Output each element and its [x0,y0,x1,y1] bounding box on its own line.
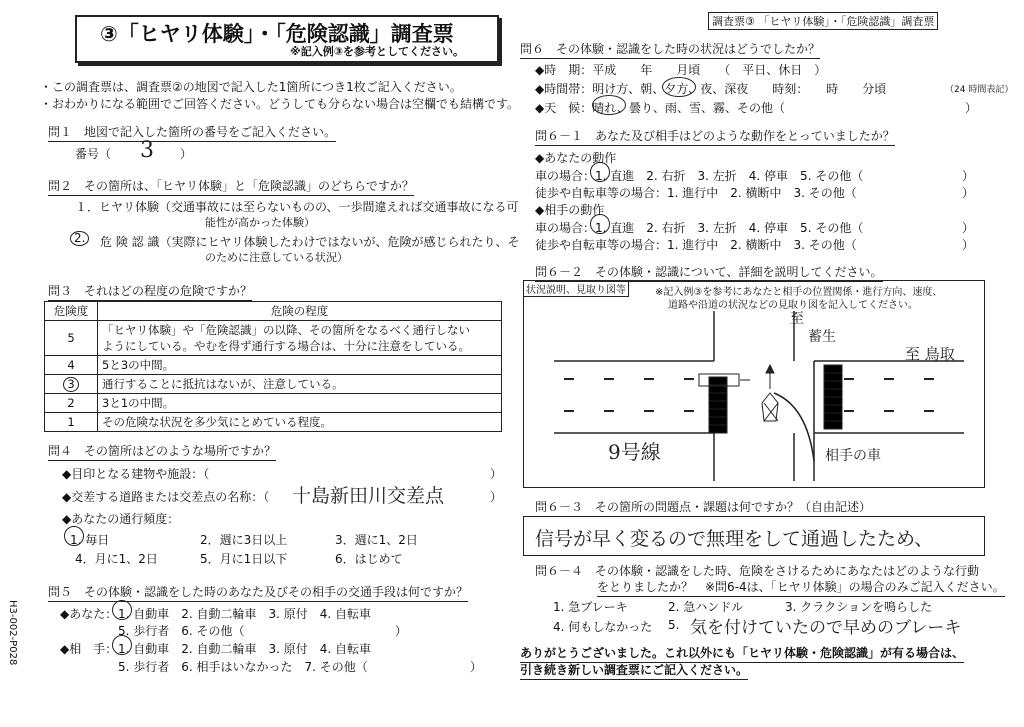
q1-label: 番号（ [75,147,112,161]
q6-1-other-head: ◆相手の動作 [535,203,605,217]
freq-option-4: 4．月に1、2日 [75,552,158,566]
sketch-box-label: 状況説明、見取り図等 [524,281,629,297]
q2-option-2-num: 2. [70,231,89,246]
q5-other-close: ） [470,660,483,674]
sketch-box-note-1: ※記入例③を参考にあなたと相手の位置関係・進行方向、速度、 [655,287,943,298]
q2-option-2-cont: のために注意している状況） [205,251,348,264]
q1-title: 問１ 地図で記入した箇所の番号をご記入ください。 [48,123,336,142]
footer-line-1: ありがとうございました。これ以外にも「ヒヤリ体験・危険認識」が有る場合は、 [520,644,964,663]
q4-road: ◆交差する道路または交差点の名称：（ [62,490,270,504]
q4-landmark: ◆目印となる建物や施設：（ [62,467,210,481]
q6-1-other-car: 車の場合：1. 直進 2. 右折 3. 左折 4. 停車 5. その他（ [535,221,864,235]
intro-line-2: ・おわかりになる範囲でご回答ください。どうしても分らない場合は空欄でも結構です。 [40,97,520,111]
q6-1-you-car: 車の場合：1. 直進 2. 右折 3. 左折 4. 停車 5. その他（ [535,169,864,183]
q6-4-option-5: 5. [668,618,680,632]
you-car-circle [590,162,610,182]
q3-title: 問３ それはどの程度の危険ですか？ [48,282,252,301]
q6-3-answer: 信号が早く変るので無理をして通過したため、 [535,528,934,550]
sketch-hw-top: 至 [790,311,804,327]
q6-1-other-car-close: ） [962,221,975,235]
sketch-hw-left: 9号線 [608,440,661,464]
q5-other-options: 1. 自動車 2. 自動二輪車 3. 原付 4. 自転車 [118,642,372,656]
q6-2-title: 問６－２ その体験・認識について、詳細を説明してください。 [535,263,883,282]
q5-other-circle [112,635,132,655]
sketch-box-note-2: 道路や沿道の状況などの見取り図を記入してください。 [668,300,918,311]
q2-option-2: 危 険 認 識（実際にヒヤリ体験したわけではないが、危険が感じられたり、そ [100,235,520,249]
road-sketch [524,281,982,485]
freq-option-1: 1. 毎日 [70,533,110,547]
table-row: 3 通行することに抵抗はないが、注意している。 [45,375,502,394]
table-row: 1 その危険な状況を多少気にとめている程度。 [45,413,502,432]
q6-4-title: 問６－４ その体験・認識をした時、危険をさけるためにあなたはどのような行動 [535,564,980,578]
q6-time: ◆時間帯：明け方、朝、夕方、夜、深夜 時刻： 時 分頃 [535,82,887,96]
intro-line-1: ・この調査票は、調査票②の地図で記入した1箇所につき1枚ご記入ください。 [40,80,462,94]
q4-frequency: ◆あなたの通行頻度： [62,512,180,526]
q5-title: 問５ その体験・認識をした時のあなた及びその相手の交通手段は何ですか？ [48,583,468,602]
q6-4-title-2: をとりましたか？ ※問6-4は、「ヒヤリ体験」の場合のみご記入ください。 [597,578,1005,597]
q5-other-options-2: 5. 歩行者 6. 相手はいなかった 7. その他（ [118,660,368,674]
table-row: 5 「ヒヤリ体験」や「危険認識」の以降、その箇所をなるべく通行しない ようにしている。やむを得ず通行する場合は、十分に注意をしている。 [45,321,502,356]
side-code: H3-002-P028 [7,600,18,666]
weather-circle [592,95,626,115]
q4-road-close: ） [490,490,503,504]
q6-1-other-walk-close: ） [962,238,975,252]
q6-1-title: 問６－１ あなた及び相手はどのような動作をとっていましたか？ [535,127,895,146]
q2-option-1-cont: 能性が高かった体験） [205,216,315,229]
q6-4-option-3: 3. クラクションを鳴らした [785,600,933,614]
q5-you-options: 1. 自動車 2. 自動二輪車 3. 原付 4. 自転車 [118,607,372,621]
q5-you-close: ） [395,624,408,638]
danger-level-table [44,301,502,432]
q6-1-you-walk-close: ） [962,186,975,200]
q6-4-option-4: 4. 何もしなかった [553,620,653,634]
page-title: ③「ヒヤリ体験」・「危険認識」調査票 [100,22,454,46]
corner-label: 調査票③ 「ヒヤリ体験」・「危険認識」調査票 [708,12,938,30]
q6-1-you-walk: 徒歩や自転車等の場合：1. 進行中 2. 横断中 3. その他（ [535,186,857,200]
table-row: 2 3と1の中間。 [45,394,502,413]
freq-option-6: 6．はじめて [335,552,403,566]
table-header: 危険度 危険の程度 [45,302,502,321]
q6-3-title: 問６－３ その箇所の問題点・課題は何ですか？（自由記述） [535,498,871,517]
sketch-hw-car: 相手の車 [825,448,881,464]
q2-title: 問２ その箇所は、「ヒヤリ体験」と「危険認識」のどちらですか？ [48,177,414,196]
q1-value: 3 [140,138,154,163]
q6-4-option-1: 1. 急ブレーキ [553,600,628,614]
freq-circle [64,526,84,546]
q6-weather: ◆天 候：晴れ、曇り、雨、雪、霧、その他（ [535,101,785,115]
title-note: ※記入例③を参考としてください。 [290,45,465,58]
q6-weather-close: ） [965,101,978,115]
q6-4-option-2: 2. 急ハンドル [668,600,744,614]
q5-you-label: ◆あなた： [60,607,118,621]
q5-you-options-2: 5. 歩行者 6. その他（ [118,624,245,638]
freq-option-5: 5．月に1日以下 [200,552,288,566]
q5-other-label: ◆相 手： [60,642,118,656]
q5-you-circle [112,600,132,620]
freq-option-3: 3．週に1、2日 [335,533,418,547]
q4-title: 問４ その箇所はどのような場所ですか？ [48,442,276,461]
q1-close: ） [180,147,193,161]
q4-road-value: 十島新田川交差点 [292,485,445,507]
freq-option-2: 2．週に3日以上 [200,533,288,547]
time-circle [662,77,696,97]
q6-1-you-head: ◆あなたの動作 [535,151,617,165]
sketch-hw-top-2: 蓄生 [808,329,836,345]
q6-1-you-car-close: ） [962,169,975,183]
footer-line-2: 引き続き新しい調査票にご記入ください。 [520,661,748,680]
q6-time-note: （24 時間表記） [945,85,1014,95]
table-row: 4 5と3の中間。 [45,356,502,375]
q6-1-other-walk: 徒歩や自転車等の場合：1. 進行中 2. 横断中 3. その他（ [535,238,857,252]
q4-landmark-close: ） [490,467,503,481]
q6-4-answer: 気を付けていたので早めのブレーキ [690,618,962,638]
q2-option-1: １．ヒヤリ体験（交通事故には至らないものの、一歩間違えれば交通事故になる可 [75,200,519,214]
sketch-hw-right: 至 鳥取 [905,345,955,363]
other-car-circle [590,214,610,234]
q6-date: ◆時 期：平成 年 月頃 （ 平日、休日 ） [535,63,827,77]
q6-title: 問６ その体験・認識をした時の状況はどうでしたか？ [520,40,820,59]
